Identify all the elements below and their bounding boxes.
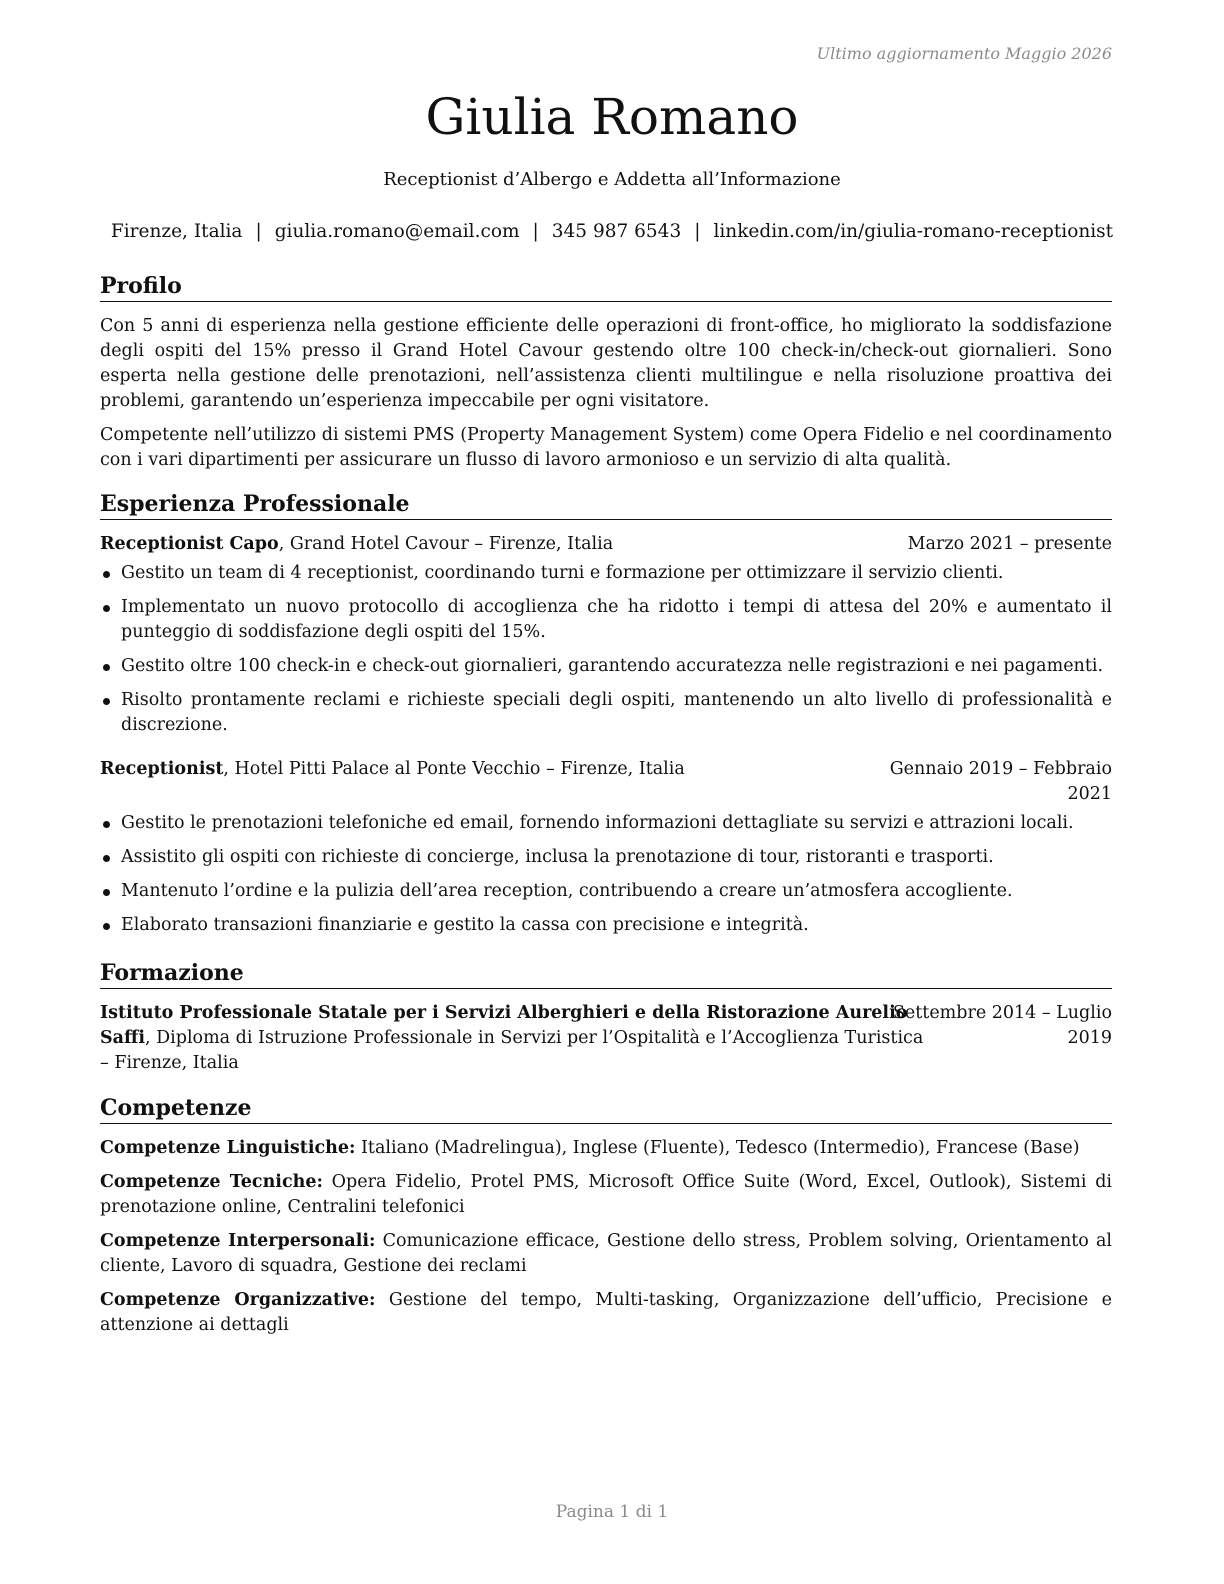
contact-line [0,220,1224,244]
education-location: – Firenze, Italia [100,1053,239,1073]
contact-linkedin[interactable]: linkedin.com/in/giulia-romano-receptionist [713,221,1114,242]
job-bullet: Gestito un team di 4 receptionist, coordinando turni e formazione per ottimizzare il servizio clienti. [100,561,1112,586]
skill-item: Competenze Linguistiche: Italiano (Madrelingua), Inglese (Fluente), Tedesco (Intermedio), Francese (Base) [100,1138,1080,1158]
job-role: Receptionist Capo [100,534,279,554]
candidate-name: Giulia Romano [425,88,799,146]
job-entry [100,532,1112,747]
job-dates: Marzo 2021 – presente [907,534,1112,554]
profile-section [100,314,1112,482]
job-company: , Hotel Pitti Palace al Ponte Vecchio – Firenze, Italia [223,759,685,779]
job-bullet: Elaborato transazioni finanziarie e gestito la cassa con precisione e integrità. [100,913,1112,938]
school-name: Istituto Professionale Statale per i Servizi Alberghieri e della Ristorazione Aurelio [100,1003,908,1023]
contact-phone: 345 987 6543 [551,221,682,242]
skill-item: Competenze Organizzative: Gestione del tempo, Multi-tasking, Organizzazione dell’ufficio, Precisione e attenzione ai dettagli [100,1290,1112,1335]
job-dates: Gennaio 2019 – Febbraio 2021 [889,759,1112,804]
profile-paragraph: Con 5 anni di esperienza nella gestione efficiente delle operazioni di front-office, ho migliorato la soddisfazione degli ospiti del 15% presso il Grand Hotel Cavour gestendo oltre 100 check-in/check-out giornalieri. Sono esperta nella gestione delle prenotazioni, nell’assistenza clienti multilingue e nella risoluzione proattiva dei problemi, garantendo un’esperienza impeccabile per ogni visitatore. [100,316,1112,411]
job-role: Receptionist [100,759,224,779]
job-company: , Grand Hotel Cavour – Firenze, Italia [278,534,614,554]
contact-separator: | [532,221,539,242]
school-name-cont: Saffi [100,1028,145,1048]
job-bullet: Gestito le prenotazioni telefoniche ed email, fornendo informazioni dettagliate su servizi e attrazioni locali. [100,811,1112,836]
education-dates: Settembre 2014 – Luglio 2019 [892,1003,1112,1048]
contact-separator: | [255,221,262,242]
skill-item: Competenze Interpersonali: Comunicazione efficace, Gestione dello stress, Problem solving, Orientamento al cliente, Lavoro di squadra, Gestione dei reclami [100,1231,1113,1276]
job-bullet: Risolto prontamente reclami e richieste speciali degli ospiti, mantenendo un alto livello di professionalità e discrezione. [100,688,1112,738]
candidate-subtitle: Receptionist d’Albergo e Addetta all’Informazione [383,169,841,190]
job-header [100,757,1112,807]
degree-name: , Diploma di Istruzione Professionale in Servizi per l’Ospitalità e l’Accoglienza Turistica [145,1028,924,1048]
section-title-experience: Esperienza Professionale [100,490,1112,520]
profile-paragraph: Competente nell’utilizzo di sistemi PMS (Property Management System) come Opera Fidelio e nel coordinamento con i vari dipartimenti per assicurare un flusso di lavoro armonioso e un servizio di alta qualità. [100,425,1112,470]
education-header [100,1001,1112,1076]
skills-section [100,1136,1112,1347]
section-title-education: Formazione [100,959,1112,989]
job-bullet: Mantenuto l’ordine e la pulizia dell’area reception, contribuendo a creare un’atmosfera accogliente. [100,879,1112,904]
job-bullet: Implementato un nuovo protocollo di accoglienza che ha ridotto i tempi di attesa del 20% e aumentato il punteggio di soddisfazione degli ospiti del 15%. [100,595,1112,645]
job-header [100,532,1112,557]
section-title-skills: Competenze [100,1094,1112,1124]
job-bullet: Gestito oltre 100 check-in e check-out giornalieri, garantendo accuratezza nelle registrazioni e nei pagamenti. [100,654,1112,679]
job-bullets [100,561,1112,738]
job-bullet: Assistito gli ospiti con richieste di concierge, inclusa la prenotazione di tour, ristoranti e trasporti. [100,845,1112,870]
skill-item: Competenze Tecniche: Opera Fidelio, Protel PMS, Microsoft Office Suite (Word, Excel, Outlook), Sistemi di prenotazione online, Centralini telefonici [100,1172,1112,1217]
contact-email[interactable]: giulia.romano@email.com [274,221,520,242]
page-number: Pagina 1 di 1 [555,1502,669,1522]
education-entry [100,1001,1112,1076]
contact-location: Firenze, Italia [110,221,243,242]
last-updated-note: Ultimo aggiornamento Maggio 2026 [816,44,1112,63]
contact-separator: | [694,221,701,242]
job-bullets [100,811,1112,938]
section-title-profile: Profilo [100,272,1112,302]
job-entry [100,757,1112,947]
